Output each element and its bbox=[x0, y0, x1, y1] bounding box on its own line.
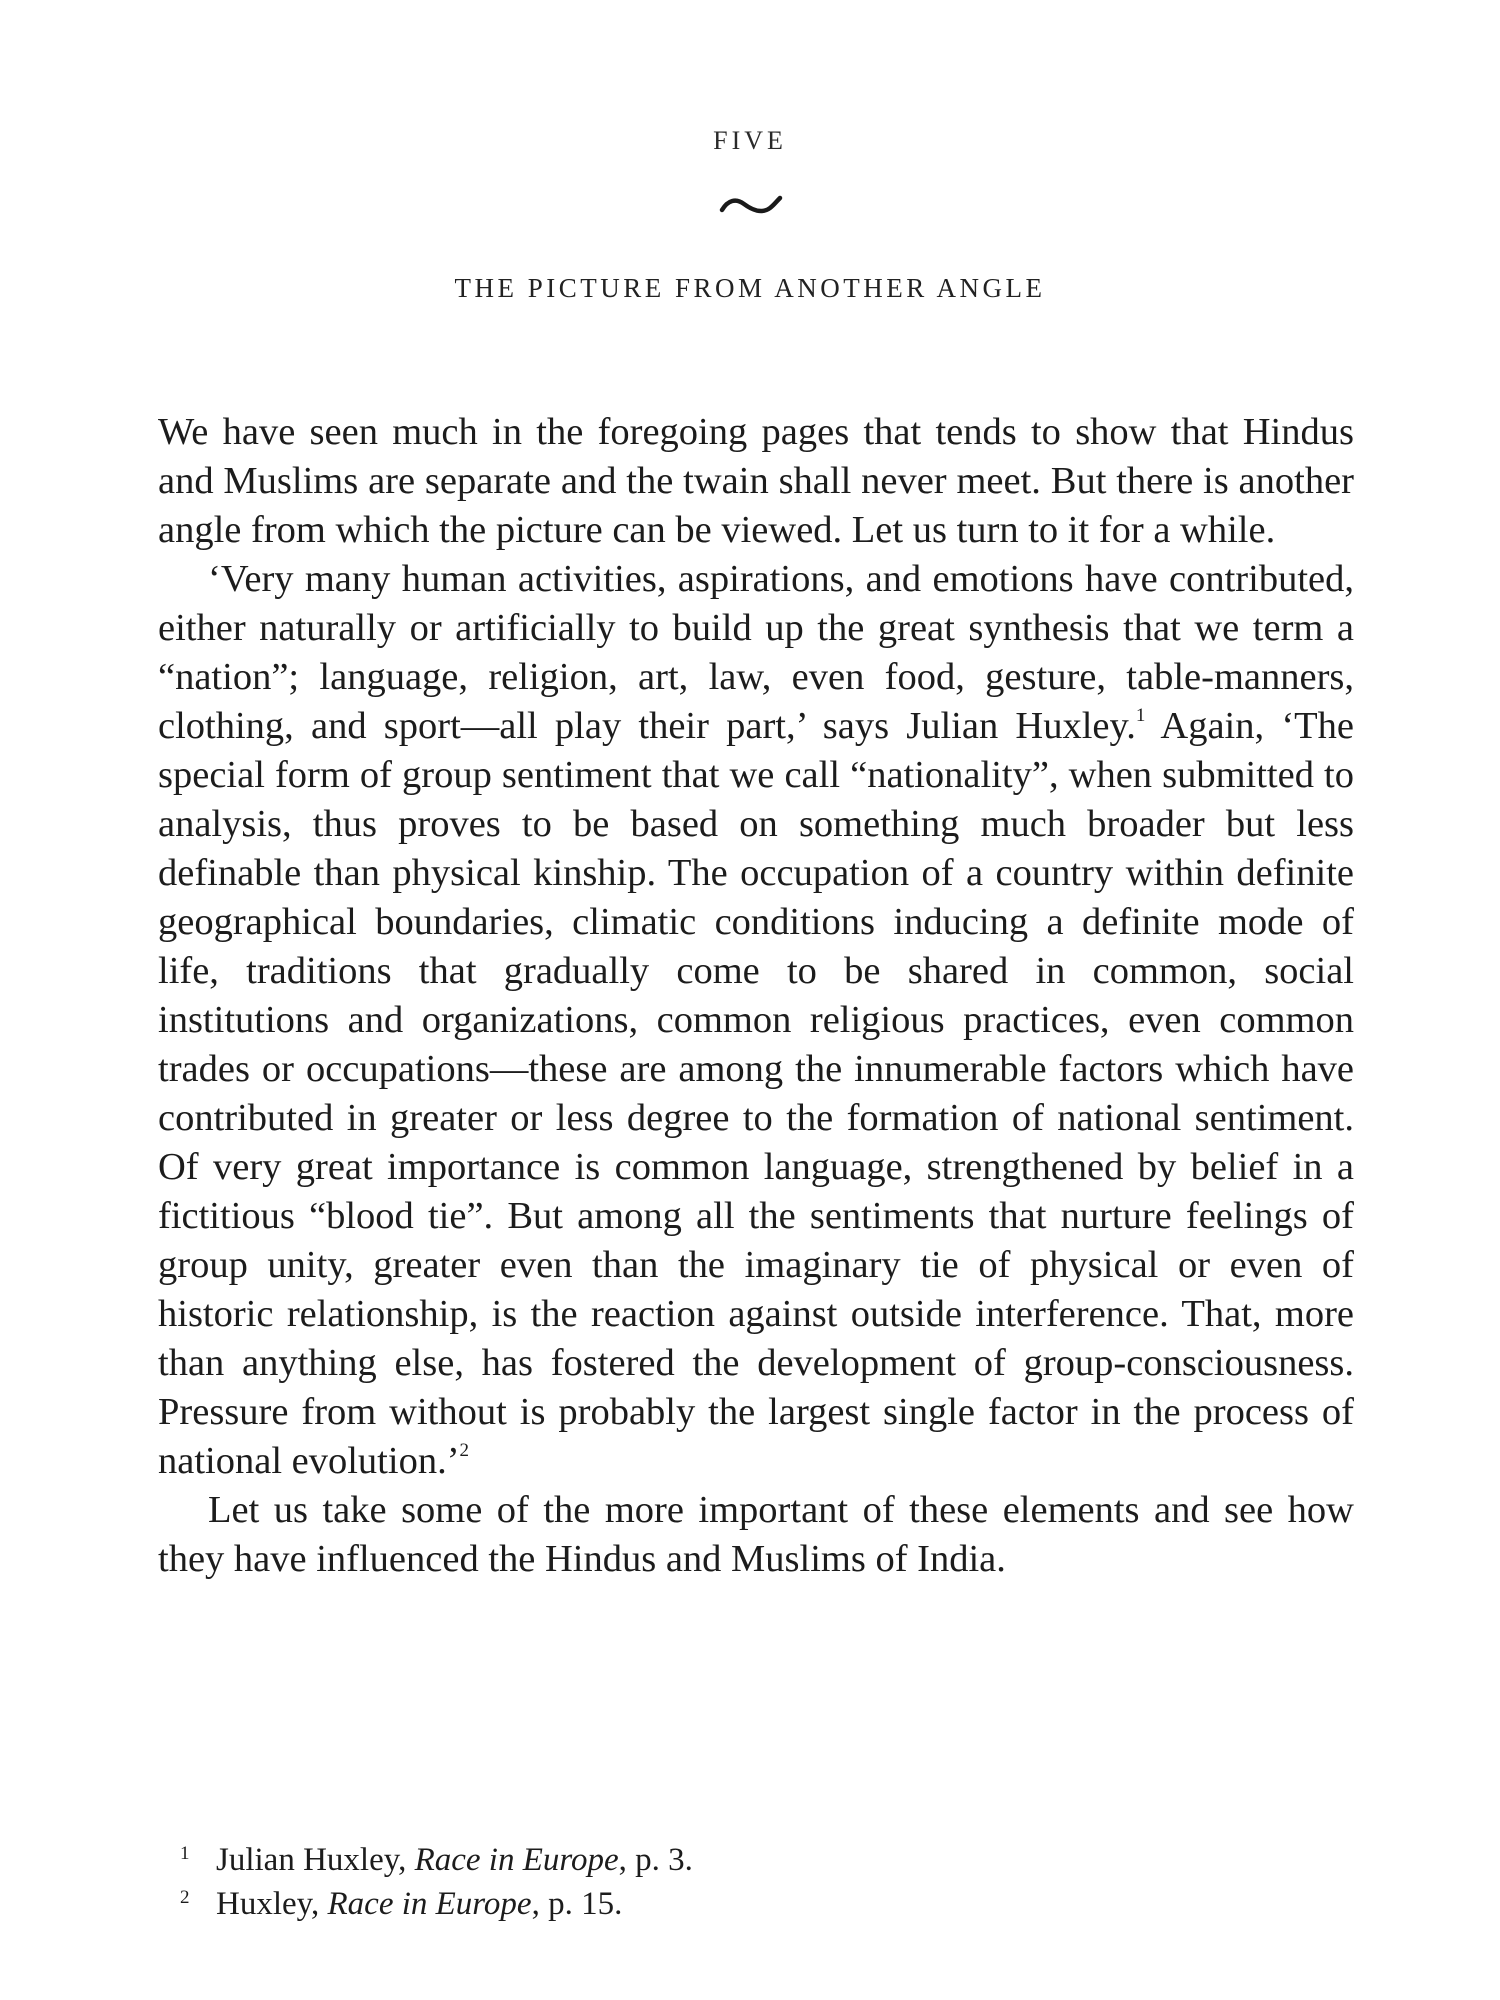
footnotes bbox=[180, 1838, 1180, 1926]
footnote-1 bbox=[180, 1838, 1180, 1882]
footnote-book-title: Race in Europe bbox=[327, 1886, 532, 1922]
footnote-ref-2: 2 bbox=[459, 1440, 470, 1461]
footnote-page: , p. 3. bbox=[618, 1842, 693, 1878]
paragraph-3: Let us take some of the more important of these elements and see how they have influenced the Hindus and Muslims of India. bbox=[158, 1489, 1354, 1580]
footnote-author: Julian Huxley, bbox=[216, 1842, 407, 1878]
paragraph-2-part-a: ‘Very many human activities, aspirations, and emotions have contributed, either naturally or artificially to build up the great synthesis that we term a “nation”; language, religion, art, law, even food, gesture, table-manners, clothing, and sport—all play their part,’ says Julian Huxley. bbox=[158, 558, 1354, 747]
footnote-book-title: Race in Europe bbox=[414, 1842, 619, 1878]
paragraph-2-part-b: Again, ‘The special form of group sentiment that we call “nationality”, when submitted to analysis, thus proves to be based on something much broader but less definable than physical kinship. The occupation of a country within definite geographical boundaries, climatic conditions inducing a definite mode of life, traditions that gradually come to be shared in common, social institutions and organizations, common religious practices, even common trades or occupations—these are among the innumerable factors which have contributed in greater or less degree to the formation of national sentiment. Of very great importance is common language, strengthened by belief in a fictitious “blood tie”. But among all the sentiments that nurture feelings of group unity, greater even than the imaginary tie of physical or even of historic relationship, is the reaction against outside interference. That, more than anything else, has fostered the development of group-consciousness. Pressure from without is probably the largest single factor in the process of national evolution.’ bbox=[158, 705, 1354, 1482]
footnote-page: , p. 15. bbox=[531, 1886, 623, 1922]
footnote-mark: 1 bbox=[180, 1843, 190, 1864]
chapter-number: FIVE bbox=[713, 126, 787, 155]
paragraph-2 bbox=[158, 555, 1354, 1486]
footnote-ref-1: 1 bbox=[1135, 705, 1146, 726]
swash-ornament-icon bbox=[718, 192, 784, 220]
body-text bbox=[158, 408, 1354, 1584]
chapter-title: THE PICTURE FROM ANOTHER ANGLE bbox=[454, 273, 1046, 303]
footnote-2 bbox=[180, 1882, 1180, 1926]
footnote-mark: 2 bbox=[180, 1887, 190, 1908]
paragraph-1: We have seen much in the foregoing pages that tends to show that Hindus and Muslims are separate and the twain shall never meet. But there is another angle from which the picture can be viewed. Let us turn to it for a while. bbox=[158, 411, 1354, 551]
footnote-author: Huxley, bbox=[216, 1886, 320, 1922]
